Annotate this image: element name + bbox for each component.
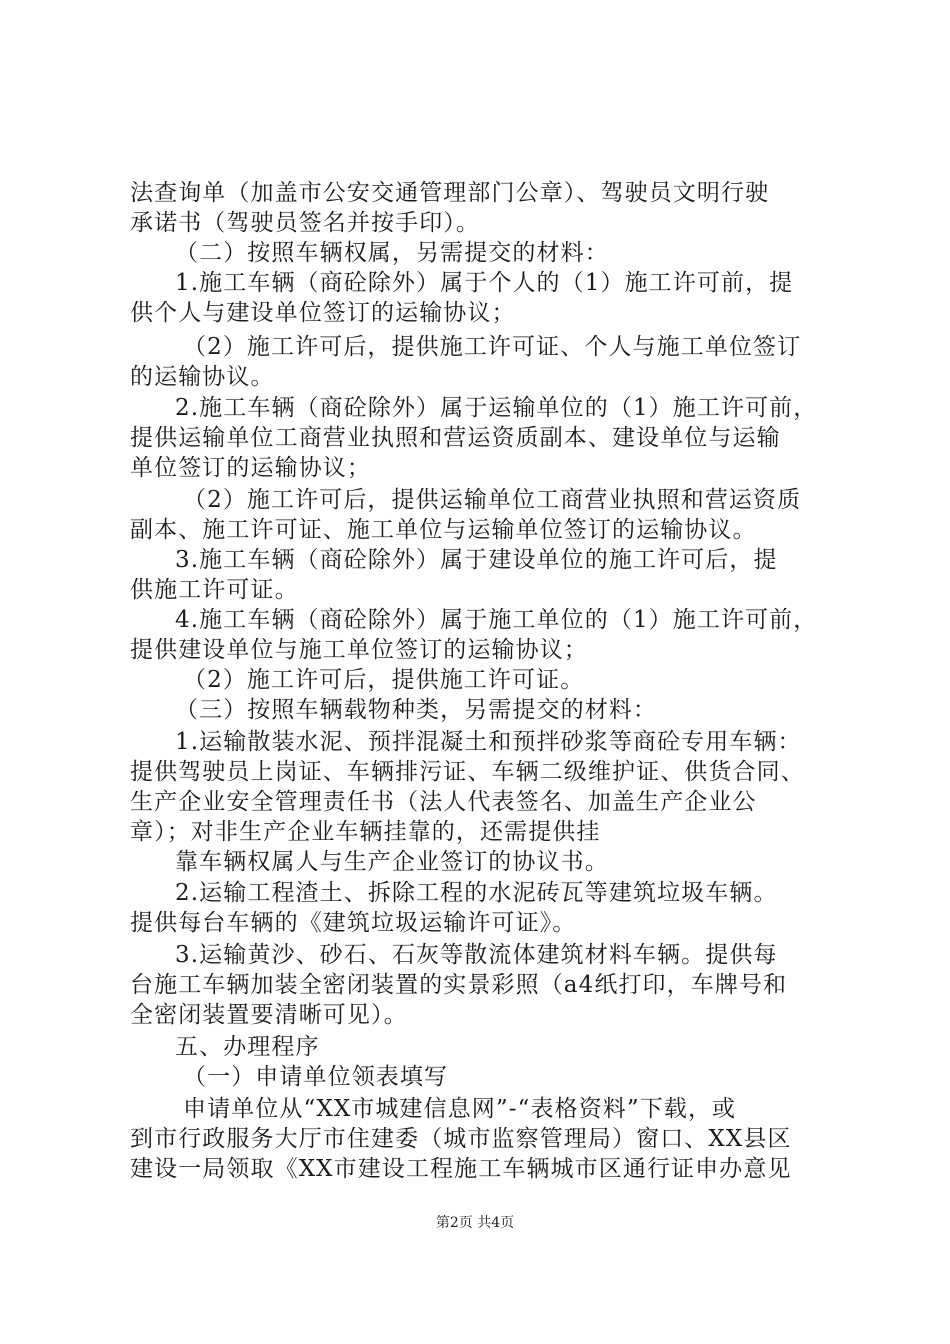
text-line: 章）；对非生产企业车辆挂靠的，还需提供挂: [130, 819, 601, 845]
text-line: 2.施工车辆（商砼除外）属于运输单位的（1）施工许可前，: [175, 395, 818, 421]
text-line: 提供运输单位工商营业执照和营运资质副本、建设单位与运输: [130, 425, 781, 451]
text-line: 4.施工车辆（商砼除外）属于施工单位的（1）施工许可前，: [175, 607, 818, 633]
text-line: （2）施工许可后，提供施工许可证。: [183, 667, 585, 693]
text-line: 1.施工车辆（商砼除外）属于个人的（1）施工许可前，提: [175, 270, 794, 296]
text-line: 2.运输工程渣土、拆除工程的水泥砖瓦等建筑垃圾车辆。: [175, 880, 778, 906]
page-number: 第2页 共4页: [435, 1215, 515, 1231]
text-line: 供施工许可证。: [130, 577, 299, 603]
text-line: 提供建设单位与施工单位签订的运输协议；: [130, 637, 588, 663]
text-line: （2）施工许可后，提供施工许可证、个人与施工单位签订: [183, 334, 802, 360]
text-line: 提供驾驶员上岗证、车辆排污证、车辆二级维护证、供货合同、: [130, 759, 805, 785]
text-line: 到市行政服务大厅市住建委（城市监察管理局）窗口、XX县区: [130, 1126, 792, 1152]
text-line: （二）按照车辆权属，另需提交的材料：: [175, 240, 609, 266]
text-line: 单位签订的运输协议；: [130, 455, 371, 481]
text-line: 靠车辆权属人与生产企业签订的协议书。: [175, 849, 609, 875]
text-line: 提供每台车辆的《建筑垃圾运输许可证》。: [130, 910, 577, 936]
text-line: 副本、施工许可证、施工单位与运输单位签订的运输协议。: [130, 517, 757, 543]
text-line: 台施工车辆加装全密闭装置的实景彩照（a4纸打印，车牌号和: [130, 972, 788, 998]
section-heading: 五、办理程序: [175, 1034, 320, 1060]
text-line: 1.运输散装水泥、预拌混凝土和预拌砂浆等商砼专用车辆：: [175, 729, 802, 755]
text-line: 生产企业安全管理责任书（法人代表签名、加盖生产企业公: [130, 789, 757, 815]
subsection-heading: （一）申请单位领表填写: [183, 1064, 449, 1090]
text-line: 建设一局领取《XX市建设工程施工车辆城市区通行证申办意见: [130, 1156, 792, 1182]
text-line: （三）按照车辆载物种类，另需提交的材料：: [175, 697, 657, 723]
text-line: 承诺书（驾驶员签名并按手印）。: [130, 210, 480, 236]
text-line: 供个人与建设单位签订的运输协议；: [130, 300, 516, 326]
text-line: （2）施工许可后，提供运输单位工商营业执照和营运资质: [183, 487, 802, 513]
text-line: 3.施工车辆（商砼除外）属于建设单位的施工许可后，提: [175, 547, 778, 573]
text-line: 法查询单（加盖市公安交通管理部门公章）、驾驶员文明行驶: [130, 180, 770, 206]
text-line: 申请单位从“XX市城建信息网”-“表格资料”下载，或: [183, 1096, 737, 1122]
text-line: 全密闭装置要清晰可见）。: [130, 1002, 408, 1028]
text-line: 3.运输黄沙、砂石、石灰等散流体建筑材料车辆。提供每: [175, 942, 778, 968]
text-line: 的运输协议。: [130, 364, 275, 390]
